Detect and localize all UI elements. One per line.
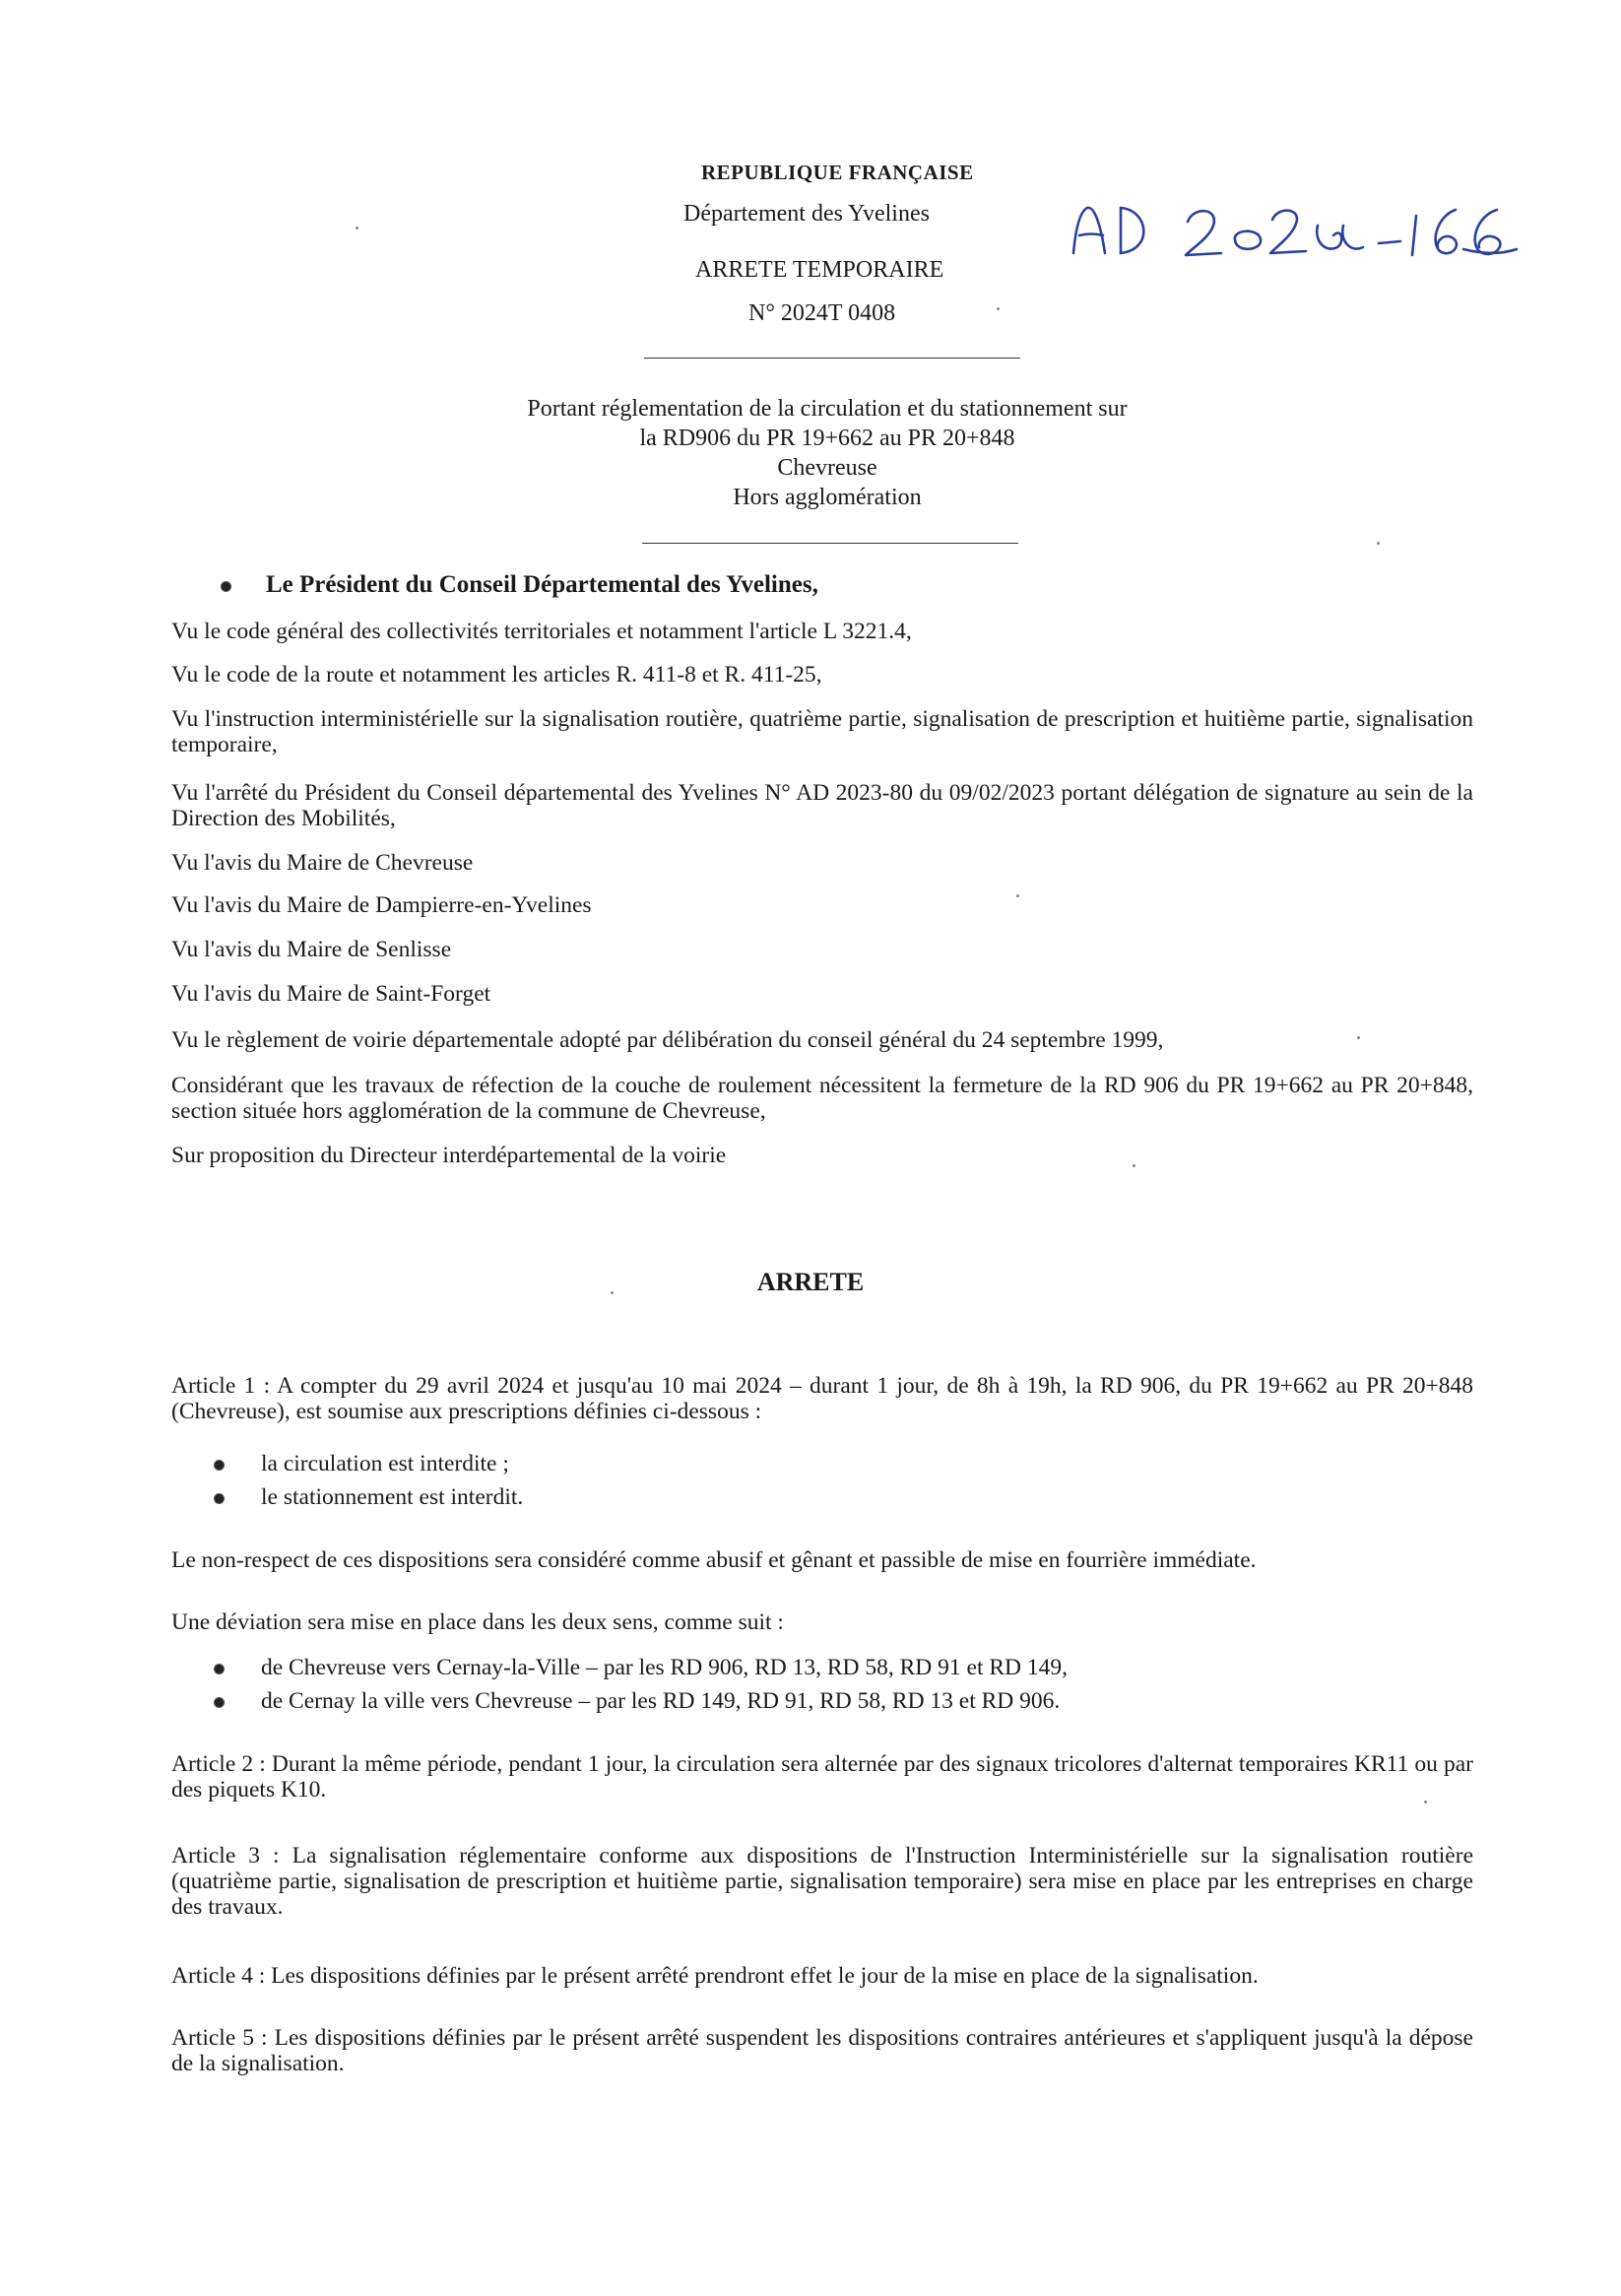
bullet-icon <box>214 1697 225 1708</box>
title-line-1: Portant réglementation de la circulation et du stationnement sur <box>527 396 1128 422</box>
document-page: REPUBLIQUE FRANÇAISE Département des Yvelines ARRETE TEMPORAIRE N° 2024T 0408 Portant réglementation de la circulation et du stationnement sur la RD906 du PR 19+662 au PR 20+848 Chevreuse Hors agglomération Le Président du Conseil Départemental des Yvelines, Vu le code général des collectivités territoriales et notamment l'article L 3221.4, Vu le code de la route et notamment les articles R. 411-8 et R. 411-25, Vu l'instruction interministérielle sur la signalisation routière, quatrième partie, signalisation de prescription et huitième partie, signalisation temporaire, Vu l'arrêté du Président du Conseil départemental des Yvelines N° AD 2023-80 du 09/02/2023 portant délégation de signature au sein de la Direction des Mobilités, Vu l'avis du Maire de Chevreuse Vu l'avis du Maire de Dampierre-en-Yvelines Vu l'avis du Maire de Senlisse Vu l'avis du Maire de Saint-Forget Vu le règlement de voirie départementale adopté par délibération du conseil général du 24 septembre 1999, Considérant que les travaux de réfection de la couche de roulement nécessitent la fermeture de la RD 906 du PR 19+662 au PR 20+848, section située hors agglomération de la commune de Chevreuse, Sur proposition du Directeur interdépartemental de la voirie ARRETE Article 1 : A compter du 29 avril 2024 et jusqu'au 10 mai 2024 – durant 1 jour, de 8h à 19h, la RD 906, du PR 19+662 au PR 20+848 (Chevreuse), est soumise aux prescriptions définies ci-dessous : la circulation est interdite ; le stationnement est interdit. Le non-respect de ces dispositions sera considéré comme abusif et gênant et passible de mise en fourrière immédiate. Une déviation sera mise en place dans les deux sens, comme suit : de Chevreuse vers Cernay-la-Ville – par les RD 906, RD 13, RD 58, RD 91 et RD 149, de Cernay la ville vers Chevreuse – par les RD 149, RD 91, RD 58, RD 13 et RD 906. Article 2 : Durant la même période, pendant 1 jour, la circulation sera alternée par des signaux tricolores d'alternat temporaires KR11 ou par des piquets K10. Article 3 : La signalisation réglementaire conforme aux dispositions de l'Instruction Interministérielle sur la signalisation routière (quatrième partie, signalisation de prescription et huitième partie, signalisation temporaire) sera mise en place par les entreprises en charge des travaux. Article 4 : Les dispositions définies par le présent arrêté prendront effet le jour de la mise en place de la signalisation. Article 5 : Les dispositions définies par le présent arrêté suspendent les dispositions contraires antérieures et s'appliquent jusqu'à la dépose de la signalisation. <box>0 0 1621 2296</box>
list-item: le stationnement est interdit. <box>261 1484 524 1510</box>
scan-speck <box>1424 1801 1427 1804</box>
scan-speck <box>611 1291 614 1294</box>
bullet-icon <box>221 581 231 592</box>
vu-line: Vu le code de la route et notamment les articles R. 411-8 et R. 411-25, <box>171 662 822 688</box>
title-line-4: Hors agglomération <box>733 485 922 510</box>
vu-line: Vu le code général des collectivités territoriales et notamment l'article L 3221.4, <box>171 619 912 644</box>
bullet-icon <box>214 1493 225 1504</box>
article-2: Article 2 : Durant la même période, pendant 1 jour, la circulation sera alternée par des signaux tricolores d'alternat temporaires KR11 ou par des piquets K10. <box>171 1751 1473 1803</box>
scan-speck <box>1016 894 1019 897</box>
vu-line: Vu l'avis du Maire de Chevreuse <box>171 850 474 876</box>
article-4: Article 4 : Les dispositions définies par le présent arrêté prendront effet le jour de la mise en place de la signalisation. <box>171 1963 1259 1989</box>
scan-speck <box>1133 1164 1135 1167</box>
title-line-2: la RD906 du PR 19+662 au PR 20+848 <box>639 426 1015 451</box>
vu-line: Vu l'avis du Maire de Saint-Forget <box>171 981 491 1007</box>
list-item: de Chevreuse vers Cernay-la-Ville – par les RD 906, RD 13, RD 58, RD 91 et RD 149, <box>261 1655 1068 1680</box>
article-3: Article 3 : La signalisation réglementaire conforme aux dispositions de l'Instruction Interministérielle sur la signalisation routière (quatrième partie, signalisation de prescription et huitième partie, signalisation temporaire) sera mise en place par les entreprises en charge des travaux. <box>171 1843 1473 1920</box>
title-line-3: Chevreuse <box>777 455 877 481</box>
vu-line: Vu l'instruction interministérielle sur la signalisation routière, quatrième partie, signalisation de prescription et huitième partie, signalisation temporaire, <box>171 706 1473 757</box>
list-item: la circulation est interdite ; <box>261 1451 509 1476</box>
vu-line: Vu le règlement de voirie départementale adopté par délibération du conseil général du 24 septembre 1999, <box>171 1027 1164 1053</box>
proposition-line: Sur proposition du Directeur interdépartemental de la voirie <box>171 1143 727 1168</box>
bullet-icon <box>214 1460 225 1471</box>
scan-speck <box>1357 1036 1360 1039</box>
scan-speck <box>356 227 358 230</box>
article-1: Article 1 : A compter du 29 avril 2024 et jusqu'au 10 mai 2024 – durant 1 jour, de 8h à 19h, la RD 906, du PR 19+662 au PR 20+848 (Chevreuse), est soumise aux prescriptions définies ci-dessous : <box>171 1373 1473 1424</box>
vu-line: Vu l'avis du Maire de Senlisse <box>171 937 452 962</box>
deviation-intro: Une déviation sera mise en place dans les deux sens, comme suit : <box>171 1609 784 1635</box>
article-5: Article 5 : Les dispositions définies par le présent arrêté suspendent les dispositions contraires antérieures et s'appliquent jusqu'à la dépose de la signalisation. <box>171 2025 1473 2076</box>
vu-line: Vu l'avis du Maire de Dampierre-en-Yvelines <box>171 892 592 918</box>
arrete-heading: ARRETE <box>756 1268 865 1296</box>
scan-speck <box>1377 542 1380 545</box>
header-divider <box>644 358 1020 359</box>
vu-line: Vu l'arrêté du Président du Conseil départemental des Yvelines N° AD 2023-80 du 09/02/2023 portant délégation de signature au sein de la Direction des Mobilités, <box>171 780 1473 831</box>
bullet-icon <box>214 1664 225 1674</box>
handwritten-reference <box>1066 192 1538 271</box>
scan-speck <box>997 307 1000 310</box>
list-item: de Cernay la ville vers Chevreuse – par les RD 149, RD 91, RD 58, RD 13 et RD 906. <box>261 1688 1061 1714</box>
decree-title <box>463 394 1192 512</box>
considerant-line: Considérant que les travaux de réfection de la couche de roulement nécessitent la fermeture de la RD 906 du PR 19+662 au PR 20+848, section située hors agglomération de la commune de Chevreuse, <box>171 1073 1473 1124</box>
non-respect-paragraph: Le non-respect de ces dispositions sera considéré comme abusif et gênant et passible de mise en fourrière immédiate. <box>171 1547 1257 1573</box>
title-divider <box>642 543 1018 544</box>
president-heading: Le Président du Conseil Départemental des Yvelines, <box>266 571 818 598</box>
